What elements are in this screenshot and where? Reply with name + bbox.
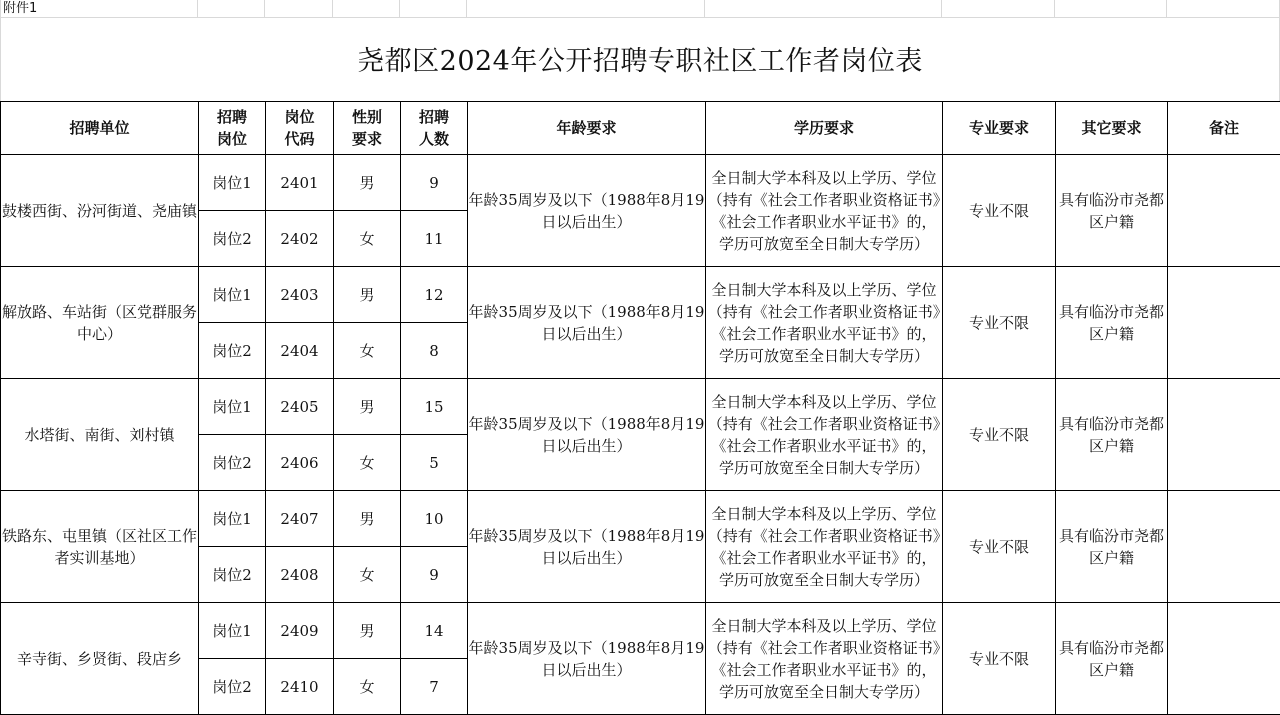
post-cell[interactable]: 岗位2 (199, 659, 266, 715)
count-cell[interactable]: 14 (401, 603, 468, 659)
education-cell[interactable] (706, 155, 943, 267)
code-cell[interactable]: 2405 (266, 379, 334, 435)
code-cell[interactable]: 2409 (266, 603, 334, 659)
post-cell[interactable]: 岗位2 (199, 435, 266, 491)
post-cell[interactable]: 岗位2 (199, 211, 266, 267)
education-text: 全日制大学本科及以上学历、学位（持有《社会工作者职业资格证书》《社会工作者职业水平证书》的，学历可放宽至全日制大专学历） (706, 279, 942, 367)
header-remark[interactable]: 备注 (1168, 102, 1280, 155)
count-cell[interactable]: 9 (401, 547, 468, 603)
age-cell[interactable]: 年龄35周岁及以下（1988年8月19日以后出生） (468, 491, 706, 603)
other-cell[interactable]: 具有临汾市尧都区户籍 (1056, 491, 1168, 603)
remark-cell[interactable] (1168, 155, 1280, 267)
age-cell[interactable]: 年龄35周岁及以下（1988年8月19日以后出生） (468, 155, 706, 267)
major-cell[interactable]: 专业不限 (943, 267, 1056, 379)
post-cell[interactable]: 岗位1 (199, 379, 266, 435)
gender-cell[interactable]: 男 (334, 155, 401, 211)
code-cell[interactable]: 2402 (266, 211, 334, 267)
count-cell[interactable]: 5 (401, 435, 468, 491)
code-cell[interactable]: 2407 (266, 491, 334, 547)
post-cell[interactable]: 岗位1 (199, 603, 266, 659)
age-cell[interactable]: 年龄35周岁及以下（1988年8月19日以后出生） (468, 603, 706, 715)
recruitment-table (0, 101, 1280, 715)
code-cell[interactable]: 2404 (266, 323, 334, 379)
gender-cell[interactable]: 女 (334, 323, 401, 379)
code-cell[interactable]: 2401 (266, 155, 334, 211)
major-cell[interactable]: 专业不限 (943, 603, 1056, 715)
post-cell[interactable]: 岗位1 (199, 155, 266, 211)
unit-cell[interactable]: 水塔街、南街、刘村镇 (1, 379, 199, 491)
remark-cell[interactable] (1168, 603, 1280, 715)
unit-cell[interactable]: 鼓楼西街、汾河街道、尧庙镇 (1, 155, 199, 267)
header-unit[interactable]: 招聘单位 (1, 102, 199, 155)
post-cell[interactable]: 岗位2 (199, 323, 266, 379)
age-cell[interactable]: 年龄35周岁及以下（1988年8月19日以后出生） (468, 267, 706, 379)
remark-cell[interactable] (1168, 491, 1280, 603)
education-text: 全日制大学本科及以上学历、学位（持有《社会工作者职业资格证书》《社会工作者职业水平证书》的，学历可放宽至全日制大专学历） (706, 391, 942, 479)
gender-cell[interactable]: 女 (334, 211, 401, 267)
header-code[interactable] (266, 102, 334, 155)
header-education[interactable]: 学历要求 (706, 102, 943, 155)
gender-cell[interactable]: 女 (334, 435, 401, 491)
count-cell[interactable]: 7 (401, 659, 468, 715)
other-cell[interactable]: 具有临汾市尧都区户籍 (1056, 155, 1168, 267)
unit-cell[interactable]: 解放路、车站街（区党群服务中心） (1, 267, 199, 379)
header-major[interactable]: 专业要求 (943, 102, 1056, 155)
header-count-text: 招聘人数 (418, 106, 451, 150)
other-cell[interactable]: 具有临汾市尧都区户籍 (1056, 603, 1168, 715)
code-cell[interactable]: 2406 (266, 435, 334, 491)
post-cell[interactable]: 岗位1 (199, 491, 266, 547)
gender-cell[interactable]: 女 (334, 659, 401, 715)
education-cell[interactable] (706, 379, 943, 491)
gender-cell[interactable]: 男 (334, 379, 401, 435)
count-cell[interactable]: 12 (401, 267, 468, 323)
major-cell[interactable]: 专业不限 (943, 379, 1056, 491)
age-cell[interactable]: 年龄35周岁及以下（1988年8月19日以后出生） (468, 379, 706, 491)
count-cell[interactable]: 11 (401, 211, 468, 267)
education-cell[interactable] (706, 603, 943, 715)
other-cell[interactable]: 具有临汾市尧都区户籍 (1056, 267, 1168, 379)
table-row (1, 267, 1280, 323)
major-cell[interactable]: 专业不限 (943, 155, 1056, 267)
table-row (1, 155, 1280, 211)
header-other[interactable]: 其它要求 (1056, 102, 1168, 155)
gender-cell[interactable]: 男 (334, 491, 401, 547)
table-row (1, 491, 1280, 547)
post-cell[interactable]: 岗位1 (199, 267, 266, 323)
header-gender-text: 性别要求 (351, 106, 384, 150)
major-cell[interactable]: 专业不限 (943, 491, 1056, 603)
annex-label: 附件1 (3, 1, 37, 17)
header-gender[interactable] (334, 102, 401, 155)
education-text: 全日制大学本科及以上学历、学位（持有《社会工作者职业资格证书》《社会工作者职业水平证书》的，学历可放宽至全日制大专学历） (706, 615, 942, 703)
remark-cell[interactable] (1168, 267, 1280, 379)
education-cell[interactable] (706, 267, 943, 379)
code-cell[interactable]: 2408 (266, 547, 334, 603)
education-text: 全日制大学本科及以上学历、学位（持有《社会工作者职业资格证书》《社会工作者职业水平证书》的，学历可放宽至全日制大专学历） (706, 503, 942, 591)
education-cell[interactable] (706, 491, 943, 603)
table-header-row (1, 102, 1280, 155)
count-cell[interactable]: 9 (401, 155, 468, 211)
count-cell[interactable]: 10 (401, 491, 468, 547)
post-cell[interactable]: 岗位2 (199, 547, 266, 603)
table-row (1, 379, 1280, 435)
gender-cell[interactable]: 男 (334, 267, 401, 323)
code-cell[interactable]: 2403 (266, 267, 334, 323)
header-post[interactable] (199, 102, 266, 155)
page-title: 尧都区2024年公开招聘专职社区工作者岗位表 (0, 40, 1280, 84)
header-count[interactable] (401, 102, 468, 155)
gender-cell[interactable]: 女 (334, 547, 401, 603)
gender-cell[interactable]: 男 (334, 603, 401, 659)
remark-cell[interactable] (1168, 379, 1280, 491)
header-age[interactable]: 年龄要求 (468, 102, 706, 155)
table-row (1, 603, 1280, 659)
other-cell[interactable]: 具有临汾市尧都区户籍 (1056, 379, 1168, 491)
code-cell[interactable]: 2410 (266, 659, 334, 715)
education-text: 全日制大学本科及以上学历、学位（持有《社会工作者职业资格证书》《社会工作者职业水平证书》的，学历可放宽至全日制大专学历） (706, 167, 942, 255)
count-cell[interactable]: 8 (401, 323, 468, 379)
unit-cell[interactable]: 辛寺街、乡贤街、段店乡 (1, 603, 199, 715)
header-code-text: 岗位代码 (283, 106, 316, 150)
header-post-text: 招聘岗位 (216, 106, 249, 150)
count-cell[interactable]: 15 (401, 379, 468, 435)
unit-cell[interactable]: 铁路东、屯里镇（区社区工作者实训基地） (1, 491, 199, 603)
